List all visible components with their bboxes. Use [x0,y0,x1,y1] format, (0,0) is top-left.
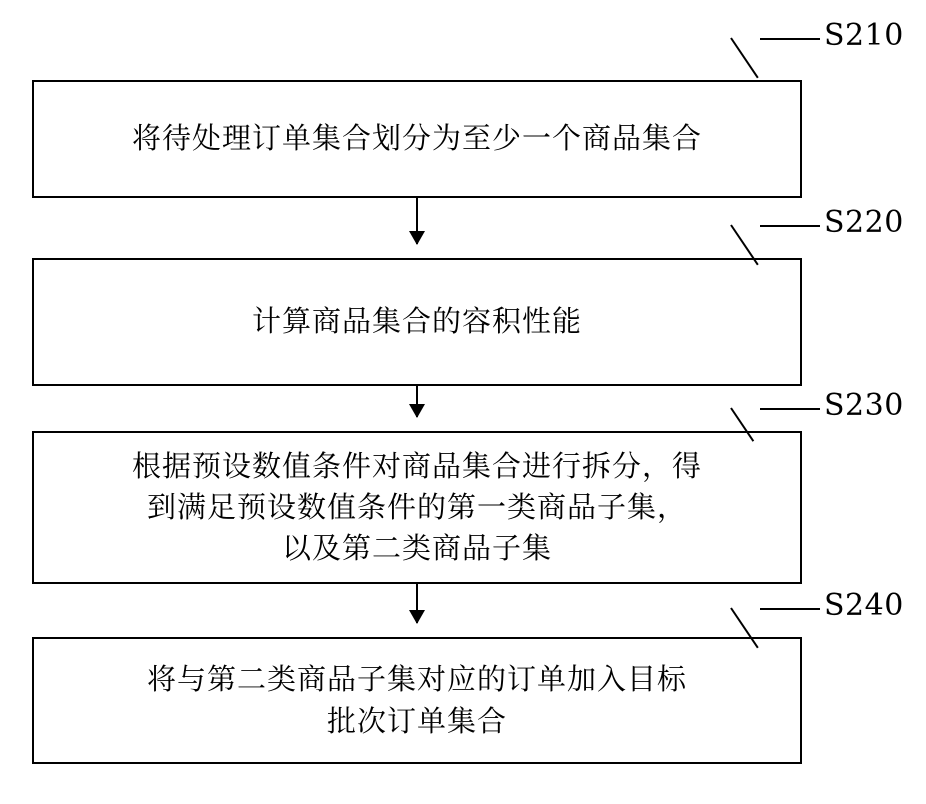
leader-line-horizontal-s230 [760,408,820,410]
arrow-s210-to-s220 [416,198,418,244]
process-box-s230-label: 根据预设数值条件对商品集合进行拆分，得 到满足预设数值条件的第一类商品子集， 以及第二类商品子集 [131,448,702,566]
leader-line-horizontal-s210 [760,38,820,40]
process-box-s240 [32,637,802,764]
arrow-s230-to-s240 [416,584,418,623]
step-label-s240: S240 [824,588,904,623]
process-box-s220-label: 计算商品集合的容积性能 [251,304,582,339]
process-box-s230 [32,431,802,584]
leader-line-diagonal-s210 [730,37,758,78]
step-label-s210: S210 [824,18,904,53]
leader-line-horizontal-s220 [760,225,820,227]
step-label-s220: S220 [824,205,904,240]
process-box-s210 [32,80,802,198]
leader-line-horizontal-s240 [760,608,820,610]
step-label-s230: S230 [824,388,904,423]
process-box-s210-label: 将待处理订单集合划分为至少一个商品集合 [131,121,702,156]
process-box-s240-label: 将与第二类商品子集对应的订单加入目标 批次订单集合 [146,662,687,738]
process-box-s220 [32,258,802,386]
arrow-s220-to-s230 [416,386,418,417]
